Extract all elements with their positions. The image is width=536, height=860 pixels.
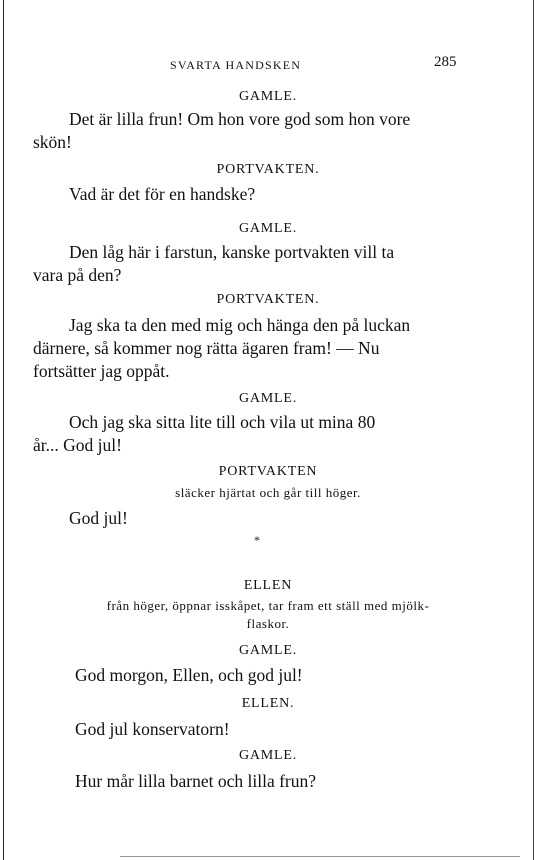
speaker-name: ELLEN.	[241, 696, 295, 711]
speaker-name: GAMLE.	[238, 89, 298, 104]
dialogue-line: Jag ska ta den med mig och hänga den på luckan	[69, 315, 411, 335]
speaker-name: GAMLE.	[238, 748, 298, 763]
speaker-name: PORTVAKTEN.	[216, 162, 320, 177]
dialogue-line: därnere, så kommer nog rätta ägaren fram! — Nu	[33, 338, 380, 358]
dialogue-line: år... God jul!	[33, 435, 122, 455]
stage-direction: släcker hjärtat och går till höger.	[175, 485, 361, 500]
stage-direction: från höger, öppnar isskåpet, tar fram ett ställ med mjölk-	[106, 598, 430, 613]
page-edge	[533, 0, 534, 860]
page-bottom-edge	[120, 856, 520, 857]
dialogue-line: God morgon, Ellen, och god jul!	[75, 665, 303, 685]
speaker-name: PORTVAKTEN	[218, 464, 318, 479]
speaker-name: GAMLE.	[238, 221, 298, 236]
page-header	[0, 54, 536, 74]
dialogue-line: Och jag ska sitta lite till och vila ut mina 80	[69, 412, 376, 432]
speaker-name: GAMLE.	[238, 643, 298, 658]
page-number: 285	[434, 54, 457, 70]
dialogue-line: God jul!	[69, 508, 128, 528]
dialogue-line: God jul konservatorn!	[75, 719, 230, 739]
dialogue-line: vara på den?	[33, 265, 122, 285]
speaker-name: PORTVAKTEN.	[216, 292, 320, 307]
scene-separator: *	[254, 533, 260, 547]
dialogue-line: fortsätter jag oppåt.	[33, 361, 170, 381]
dialogue-line: Hur mår lilla barnet och lilla frun?	[75, 771, 317, 791]
page-edge	[3, 0, 4, 860]
dialogue-line: skön!	[33, 132, 72, 152]
stage-direction: flaskor.	[246, 616, 290, 631]
dialogue-line: Vad är det för en handske?	[69, 184, 256, 204]
dialogue-line: Den låg här i farstun, kanske portvakten vill ta	[69, 242, 395, 262]
speaker-name: ELLEN	[243, 578, 293, 593]
dialogue-line: Det är lilla frun! Om hon vore god som hon vore	[69, 109, 411, 129]
running-title: SVARTA HANDSKEN	[170, 58, 302, 72]
speaker-name: GAMLE.	[238, 391, 298, 406]
